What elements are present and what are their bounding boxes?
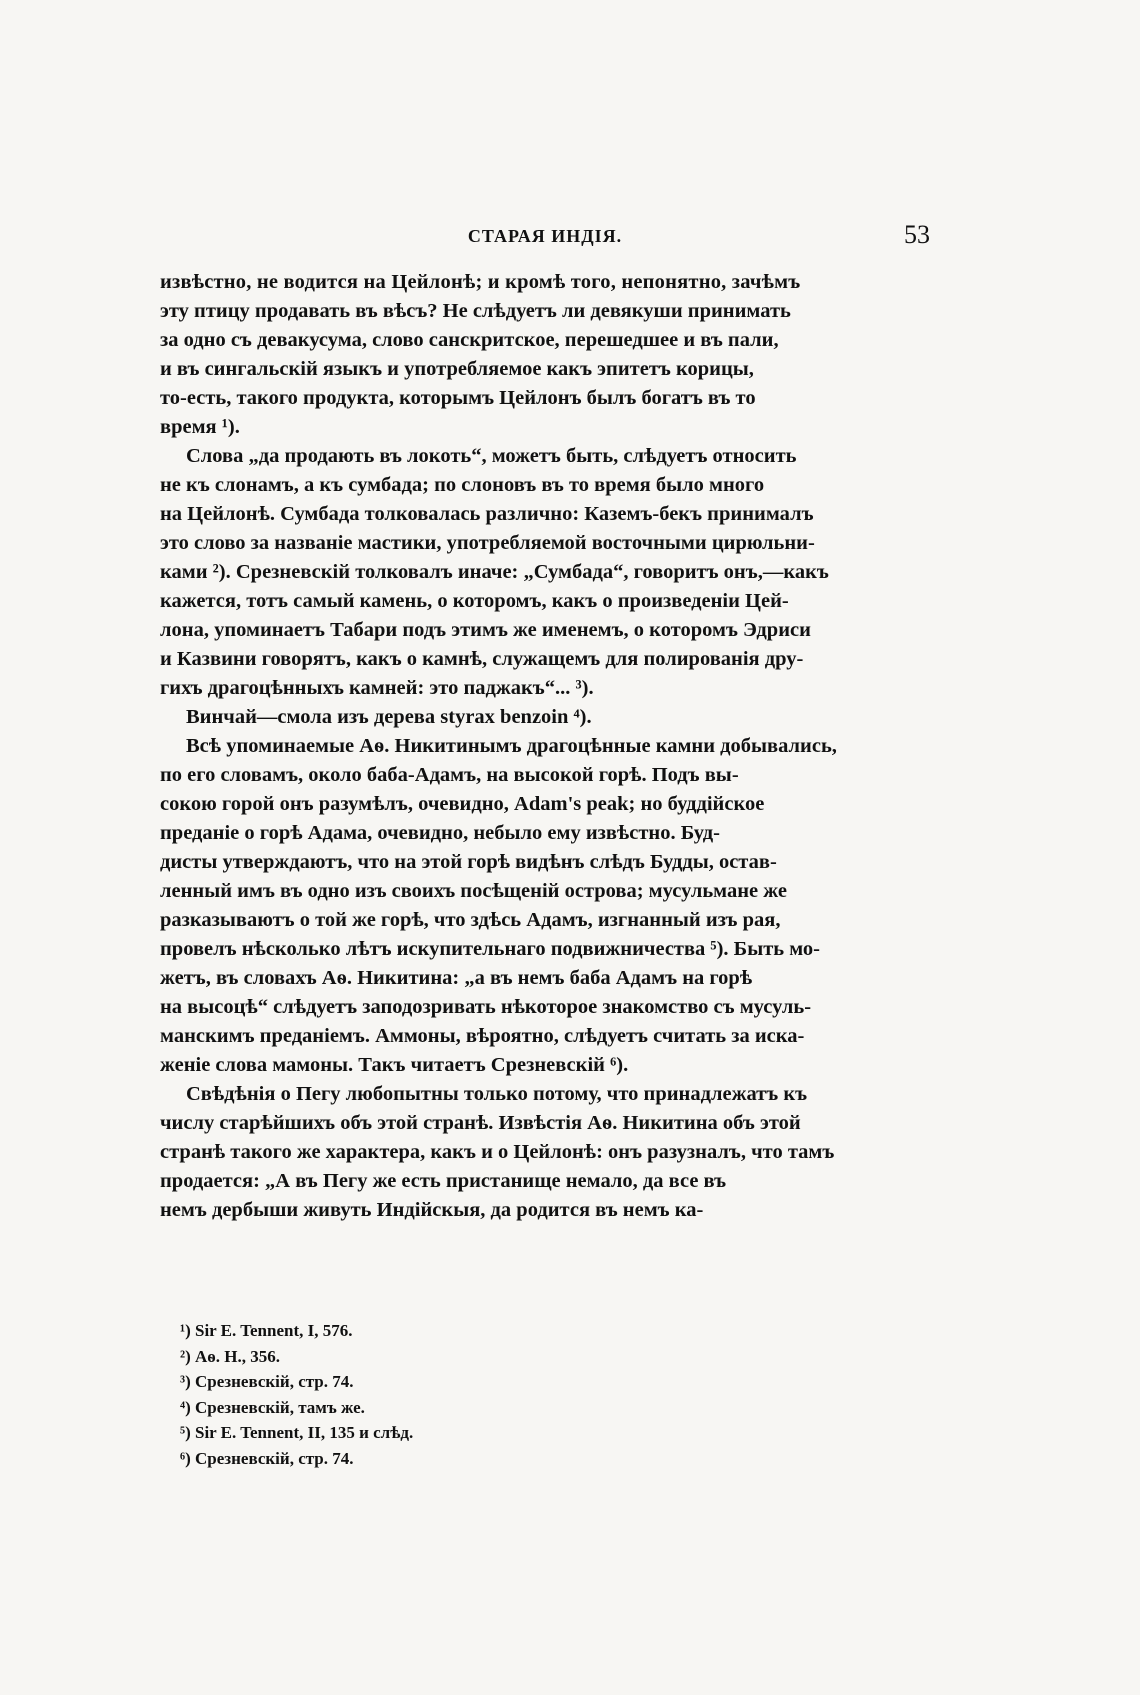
footnote: ⁴) Срезневскій, тамъ же.	[180, 1397, 365, 1417]
footnote: ⁶) Срезневскій, стр. 74.	[180, 1448, 354, 1468]
text-line: на высоцѣ“ слѣдуетъ заподозривать нѣкоторое знакомство съ мусуль-	[160, 996, 812, 1018]
text-line: Всѣ упоминаемые Аѳ. Никитинымъ драгоцѣнные камни добывались,	[186, 735, 837, 757]
body-text	[160, 268, 930, 1225]
text-line: женіе слова мамоны. Такъ читаетъ Срезневскій ⁶).	[160, 1054, 629, 1076]
text-line: эту птицу продавать въ вѣсъ? Не слѣдуетъ ли девякуши принимать	[160, 300, 791, 322]
text-line: Слова „да продають въ локоть“, можетъ быть, слѣдуетъ относить	[186, 445, 797, 467]
footnote: ³) Срезневскій, стр. 74.	[180, 1372, 354, 1391]
text-line: лона, упоминаетъ Табари подъ этимъ же именемъ, о которомъ Эдриси	[160, 619, 811, 641]
running-title: СТАРАЯ ИНДІЯ.	[467, 226, 623, 246]
text-line: сокою горой онъ разумѣлъ, очевидно, Adam's peak; но буддійское	[160, 793, 765, 815]
page-number: 53	[904, 220, 930, 249]
text-line: и Казвини говорятъ, какъ о камнѣ, служащемъ для полированія дру-	[160, 648, 804, 670]
footnote: ¹) Sir E. Tennent, I, 576.	[180, 1321, 353, 1340]
text-line: провелъ нѣсколько лѣтъ искупительнаго подвижничества ⁵). Быть мо-	[160, 938, 821, 960]
footnote: ⁵) Sir E. Tennent, II, 135 и слѣд.	[180, 1423, 414, 1442]
text-line: гихъ драгоцѣнныхъ камней: это паджакъ“... ³).	[160, 677, 594, 699]
text-line: ками ²). Срезневскій толковалъ иначе: „Сумбада“, говоритъ онъ,—какъ	[160, 561, 829, 583]
text-line: ленный имъ въ одно изъ своихъ посѣщеній острова; мусульмане же	[160, 880, 787, 902]
text-line: кажется, тотъ самый камень, о которомъ, какъ о произведеніи Цей-	[160, 590, 789, 612]
text-line: разказываютъ о той же горѣ, что здѣсь Адамъ, изгнанный изъ рая,	[160, 909, 781, 931]
text-line: и въ сингальскій языкъ и употребляемое какъ эпитетъ корицы,	[160, 358, 754, 380]
text-line: не къ слонамъ, а къ сумбада; по слоновъ въ то время было много	[160, 474, 765, 496]
text-line: немъ дербыши живуть Индійскыя, да родится въ немъ ка-	[160, 1199, 704, 1221]
text-line: за одно съ девакусума, слово санскритское, перешедшее и въ пали,	[160, 329, 779, 351]
text-line: Свѣдѣнія о Пегу любопытны только потому, что принадлежатъ къ	[186, 1083, 808, 1105]
text-line: дисты утверждаютъ, что на этой горѣ видѣнъ слѣдъ Будды, остав-	[160, 851, 777, 873]
text-line: преданіе о горѣ Адама, очевидно, небыло ему извѣстно. Буд-	[160, 822, 720, 844]
text-line: то-есть, такого продукта, которымъ Цейлонъ былъ богатъ въ то	[160, 387, 756, 409]
text-line: Винчай—смола изъ дерева styrax benzoin ⁴).	[186, 706, 592, 728]
text-line: продается: „А въ Пегу же есть пристанище немало, да все въ	[160, 1170, 727, 1192]
text-line: это слово за названіе мастики, употребляемой восточными цирюльни-	[160, 532, 815, 554]
text-line: время ¹).	[160, 416, 240, 438]
text-line: числу старѣйшихъ объ этой странѣ. Извѣстія Аѳ. Никитина объ этой	[160, 1112, 801, 1134]
text-line: на Цейлонѣ. Сумбада толковалась различно: Каземъ-бекъ принималъ	[160, 503, 814, 525]
text-line: по его словамъ, около баба-Адамъ, на высокой горѣ. Подъ вы-	[160, 764, 739, 786]
footnote: ²) Аѳ. Н., 356.	[180, 1346, 281, 1366]
page-header	[160, 220, 930, 256]
footnotes	[180, 1318, 780, 1471]
text-line: манскимъ преданіемъ. Аммоны, вѣроятно, слѣдуетъ считать за иска-	[160, 1025, 805, 1047]
text-line: жетъ, въ словахъ Аѳ. Никитина: „а въ немъ баба Адамъ на горѣ	[160, 967, 753, 989]
text-line: странѣ такого же характера, какъ и о Цейлонѣ: онъ разузналъ, что тамъ	[160, 1141, 835, 1163]
text-line: извѣстно, не водится на Цейлонѣ; и кромѣ того, непонятно, зачѣмъ	[160, 271, 801, 293]
